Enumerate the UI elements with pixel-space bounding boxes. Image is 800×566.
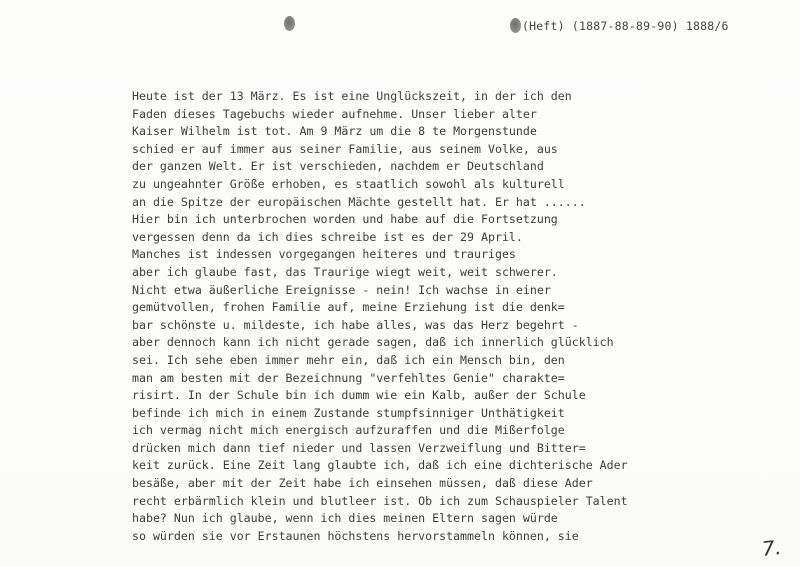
text-line: ich vermag nicht mich energisch aufzuraffen und die Mißerfolge [132, 423, 565, 438]
text-line: risirt. In der Schule bin ich dumm wie ein Kalb, außer der Schule [132, 388, 586, 403]
text-line: sei. Ich sehe eben immer mehr ein, daß ich ein Mensch bin, den [132, 352, 565, 367]
text-line: so würden sie vor Erstaunen höchstens hervorstammeln können, sie [132, 528, 579, 543]
text-line: Heute ist der 13 März. Es ist eine Unglückszeit, in der ich den [132, 89, 572, 103]
text-line: man am besten mit der Bezeichnung "verfehltes Genie" charakte= [132, 370, 565, 385]
diary-body [132, 88, 652, 545]
text-line: zu ungeahnter Größe erhoben, es staatlich sowohl als kulturell [132, 176, 565, 191]
text-line: bar schönste u. mildeste, ich habe alles, was das Herz begehrt - [132, 317, 579, 332]
punch-hole-left [284, 16, 295, 31]
text-line: aber ich glaube fast, das Traurige wiegt weit, weit schwerer. [132, 264, 558, 279]
text-line: keit zurück. Eine Zeit lang glaubte ich, daß ich eine dichterische Ader [132, 458, 628, 473]
text-line: Hier bin ich unterbrochen worden und habe auf die Fortsetzung [132, 212, 558, 227]
text-line: gemütvollen, frohen Familie auf, meine Erziehung ist die denk= [132, 300, 565, 315]
handwritten-page-number: 7. [760, 535, 783, 561]
text-line: vergessen denn da ich dies schreibe ist es der 29 April. [132, 229, 523, 244]
text-line: recht erbärmlich klein und blutleer ist. Ob ich zum Schauspieler Talent [132, 493, 628, 508]
text-line: an die Spitze der europäischen Mächte gestellt hat. Er hat ...... [132, 194, 586, 209]
text-line: Nicht etwa äußerliche Ereignisse - nein! Ich wachse in einer [132, 282, 551, 297]
text-line: aber dennoch kann ich nicht gerade sagen, daß ich innerlich glücklich [132, 335, 614, 350]
text-line: drücken mich dann tief nieder und lassen Verzweiflung und Bitter= [132, 440, 586, 455]
punch-hole-right [510, 18, 521, 33]
text-line: Kaiser Wilhelm ist tot. Am 9 März um die 8 te Morgenstunde [132, 124, 537, 139]
text-line: schied er auf immer aus seiner Familie, aus seinem Volke, aus [132, 141, 558, 156]
text-line: habe? Nun ich glaube, wenn ich dies meinen Eltern sagen würde [132, 511, 558, 526]
text-line: Faden dieses Tagebuchs wieder aufnehme. Unser lieber alter [132, 106, 537, 121]
archive-reference: (Heft) (1887-88-89-90) 1888/6 [522, 19, 729, 33]
text-line: Manches ist indessen vorgegangen heiteres und trauriges [132, 247, 516, 262]
text-line: befinde ich mich in einem Zustande stumpfsinniger Unthätigkeit [132, 405, 565, 420]
text-line: der ganzen Welt. Er ist verschieden, nachdem er Deutschland [132, 159, 544, 174]
text-line: besäße, aber mit der Zeit habe ich einsehen müssen, daß diese Ader [132, 476, 593, 491]
